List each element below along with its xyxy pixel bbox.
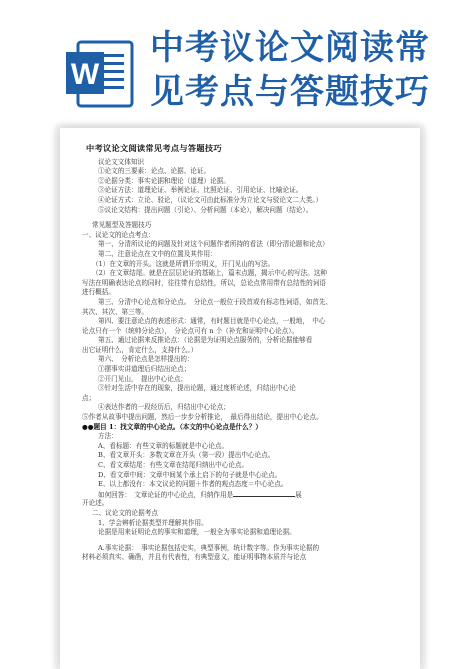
banner-title-line-1: 中考议论文阅读常 [150, 28, 430, 68]
document-line-text: ④论证方式：立论、驳论，（议论文可由此标准分为立论文与驳论文二大类。） [98, 195, 323, 204]
document-line-text: 二、议论文的论据考点 [92, 508, 158, 517]
document-line-text: 论据是用来证明论点的事实和道理，一般全为事实论据和道理论据。 [98, 528, 296, 537]
document-line [82, 240, 412, 250]
document-line [82, 269, 412, 279]
document-line-text: 点； [82, 393, 96, 402]
document-line [82, 167, 412, 177]
document-line [82, 394, 412, 404]
document-line-text: ②论据分类：事实论据和理论（道理）论据。 [98, 176, 230, 185]
document-line-text: （2）在文章结尾。就是在层层论证的基础上，篇末点题，揭示中心的写法。这种 [92, 269, 327, 278]
document-line [82, 250, 412, 260]
document-line-text: ④表达作者的一段经历后，归结出中心论点； [98, 403, 230, 412]
document-page [60, 128, 420, 669]
banner-title [150, 26, 470, 114]
document-line-text: 第三、分清中心论点和分论点。 分论点一般位于段首或有标志性词语，如首先、 [98, 297, 333, 306]
logo-letter: W [70, 58, 100, 91]
document-line-text: 议论文文体知识 [98, 157, 145, 166]
document-line [82, 471, 412, 481]
document-line-text: ⑤作者从故事中提出问题，然后一步步分析推论， 最后得出结论，提出中心论点。 [82, 413, 323, 422]
document-line-text: （1）在文章的开头。这就是所谓开宗明义，开门见山的写法。 [92, 259, 275, 268]
banner-title-line-2: 见考点与答题技巧 [150, 72, 430, 112]
document-line [82, 528, 412, 538]
document-line-text: ②开门见山， 提出中心论点； [98, 374, 188, 383]
document-line [82, 298, 412, 308]
document-line [82, 231, 412, 241]
document-line-text: A.事实论据： 事实论据包括史实，典型事例，统计数字等。作为事实论据的 [98, 543, 320, 552]
document-line [82, 413, 412, 423]
document-line [82, 308, 412, 318]
document-line [82, 260, 412, 270]
document-line-text: E、以上都没有：本文议论的问题＋作者的观点态度＝中心论点。 [98, 480, 288, 489]
document-line [82, 196, 412, 206]
document-line [82, 177, 412, 187]
banner [0, 0, 474, 125]
document-line [82, 317, 412, 327]
document-line [82, 490, 412, 500]
document-line-text: 写法在明确表达论点的同时，往往带有总结性，所以，总论点常用带有总结性的词语 [82, 278, 326, 287]
document-line [82, 432, 412, 442]
document-content [82, 142, 412, 563]
document-line [82, 403, 412, 413]
document-line-text: 材料必须真实、确凿，并且有代表性，有典型意义，能证明事物本质并与论点 [82, 553, 307, 562]
document-line [82, 186, 412, 196]
document-title: 中考议论文阅读常见考点与答题技巧 [86, 143, 222, 153]
document-line-text: 出它证明什么，肯定什么，支持什么。） [82, 345, 198, 354]
document-line-text: D、看文章中间：文章中间某个承上启下的句子就是中心论点。 [98, 470, 282, 479]
document-line-text: 如何回答： 文章论证的中心论点，归纳作用是 [98, 490, 234, 499]
document-line-tail: 展 [295, 490, 302, 499]
document-line [82, 509, 412, 519]
document-line [82, 336, 412, 346]
document-line-text: 一、议论文的论点考点： [82, 230, 155, 239]
document-line-text: 第六、 分析论点是怎样提出的： [98, 355, 194, 364]
document-line-text: 方法： [98, 432, 118, 441]
document-line [82, 355, 412, 365]
document-line [82, 553, 412, 563]
document-line-text: 第二、注意论点在文中的位置及其作用： [98, 249, 217, 258]
document-line [82, 423, 412, 433]
document-line-text: 第四、要注意论点的表述形式：通常，有时题目就是中心论点，一般地， 中心 [98, 317, 326, 326]
document-line-text: ③针对生活中存在的现象，提出论题，通过度析论述，归结出中心论 [98, 384, 296, 393]
document-line-text: 进行概括。 [82, 288, 115, 297]
document-line-text: 论点只有一个（统帅分论点）， 分论点可有 n 个（补充和证明中心论点）。 [82, 326, 299, 335]
document-line [82, 279, 412, 289]
document-line [82, 327, 412, 337]
document-line-text: 开论述。 [82, 499, 109, 508]
document-line [82, 442, 412, 452]
document-line-text: 常见题型及答题技巧 [92, 221, 152, 230]
document-line [82, 499, 412, 509]
document-line [82, 461, 412, 471]
document-line-text: A、看标题：有些文章的标题就是中心论点。 [98, 441, 229, 450]
document-line-text: 第五、通过论据来反推论点：（论据是为证明论点服务的，分析论据能够看 [98, 336, 313, 345]
document-line-text: C、看文章结尾：有些文章在结尾归纳出中心论点。 [98, 461, 249, 469]
document-line [82, 480, 412, 490]
document-line [82, 375, 412, 385]
document-line [82, 346, 412, 356]
document-line-text: ③论证方法：道理论证、举例论证、比照论证、引用论证、比喻论证。 [98, 186, 303, 195]
document-line [82, 544, 412, 554]
document-line-text: ①论文的三要素：论点、论据、论证。 [98, 167, 211, 176]
document-line-text: ⑤议论文结构：提出问题（引论）、分析问题（本论），解决问题（结论）。 [98, 205, 313, 214]
document-line-text: 其次、其次、第三等。 [82, 307, 148, 316]
document-line [82, 384, 412, 394]
document-line [82, 365, 412, 375]
document-line-text: 1、学会辨析论据类型并理解其作用。 [98, 518, 208, 527]
document-line [82, 221, 412, 231]
document-line [82, 158, 412, 168]
document-line [82, 519, 412, 529]
document-line [82, 288, 412, 298]
document-line-text: ①摆事实讲道理后归结出论点； [98, 365, 191, 374]
document-line [82, 206, 412, 216]
fill-in-blank [233, 490, 295, 497]
document-line-text: ●●题目 1：找文章的中心论点。（本文的中心论点是什么？） [82, 422, 262, 431]
document-line-text: 第一、分清所议论的问题及针对这个问题作者所持的看法（即分清论题和论点） [98, 240, 329, 249]
document-line [82, 451, 412, 461]
document-line-text: B、看文章开头：多数文章在开头（第一段）提出中心论点。 [98, 451, 275, 460]
word-document-icon [64, 38, 136, 110]
